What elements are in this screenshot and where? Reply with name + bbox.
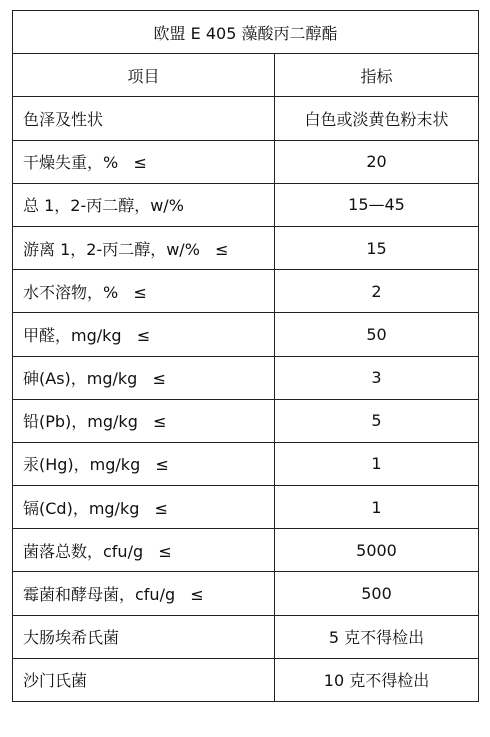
value-cell: 2 bbox=[275, 270, 479, 313]
value-cell: 5 bbox=[275, 399, 479, 442]
specification-table bbox=[12, 10, 479, 702]
value-cell: 50 bbox=[275, 313, 479, 356]
table-title: 欧盟 E 405 藻酸丙二醇酯 bbox=[13, 11, 479, 54]
value-cell: 20 bbox=[275, 140, 479, 183]
table-row bbox=[13, 313, 479, 356]
header-item: 项目 bbox=[13, 54, 275, 97]
item-cell: 霉菌和酵母菌，cfu/g ≤ bbox=[13, 572, 275, 615]
item-cell: 总 1，2-丙二醇，w/% bbox=[13, 183, 275, 226]
table-row bbox=[13, 615, 479, 658]
item-cell: 色泽及性状 bbox=[13, 97, 275, 140]
item-cell: 沙门氏菌 bbox=[13, 658, 275, 701]
value-cell: 1 bbox=[275, 442, 479, 485]
item-cell: 菌落总数，cfu/g ≤ bbox=[13, 529, 275, 572]
item-cell: 甲醛，mg/kg ≤ bbox=[13, 313, 275, 356]
table-row bbox=[13, 572, 479, 615]
header-value: 指标 bbox=[275, 54, 479, 97]
value-cell: 15—45 bbox=[275, 183, 479, 226]
table-row bbox=[13, 529, 479, 572]
table-row bbox=[13, 486, 479, 529]
item-cell: 大肠埃希氏菌 bbox=[13, 615, 275, 658]
value-cell: 500 bbox=[275, 572, 479, 615]
item-cell: 铅(Pb)，mg/kg ≤ bbox=[13, 399, 275, 442]
value-cell: 白色或淡黄色粉末状 bbox=[275, 97, 479, 140]
table-row bbox=[13, 140, 479, 183]
value-cell: 5000 bbox=[275, 529, 479, 572]
value-cell: 1 bbox=[275, 486, 479, 529]
table-row bbox=[13, 270, 479, 313]
table-row bbox=[13, 183, 479, 226]
item-cell: 汞(Hg)，mg/kg ≤ bbox=[13, 442, 275, 485]
item-cell: 游离 1，2-丙二醇，w/% ≤ bbox=[13, 226, 275, 269]
value-cell: 5 克不得检出 bbox=[275, 615, 479, 658]
value-cell: 10 克不得检出 bbox=[275, 658, 479, 701]
table-row bbox=[13, 356, 479, 399]
table-row bbox=[13, 226, 479, 269]
table-row bbox=[13, 399, 479, 442]
item-cell: 干燥失重，% ≤ bbox=[13, 140, 275, 183]
value-cell: 3 bbox=[275, 356, 479, 399]
item-cell: 砷(As)，mg/kg ≤ bbox=[13, 356, 275, 399]
title-row bbox=[13, 11, 479, 54]
table-row bbox=[13, 658, 479, 701]
header-row bbox=[13, 54, 479, 97]
item-cell: 水不溶物，% ≤ bbox=[13, 270, 275, 313]
value-cell: 15 bbox=[275, 226, 479, 269]
table-row bbox=[13, 442, 479, 485]
item-cell: 镉(Cd)，mg/kg ≤ bbox=[13, 486, 275, 529]
table-row bbox=[13, 97, 479, 140]
